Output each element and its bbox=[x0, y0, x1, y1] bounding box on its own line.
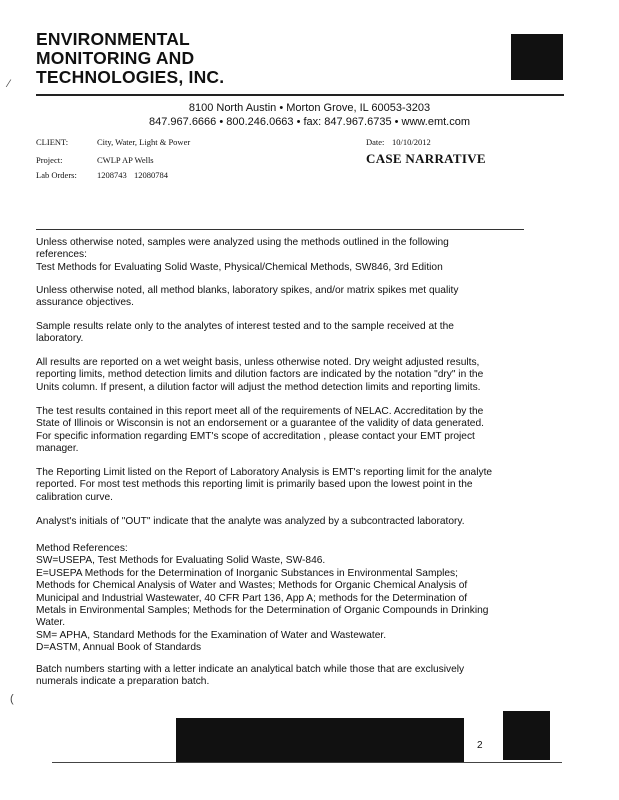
text-line: Batch numbers starting with a letter indicate an analytical batch while those that are exclusively bbox=[36, 664, 465, 675]
text-line: numerals indicate a preparation batch. bbox=[36, 676, 210, 688]
paragraph-analyst-initials bbox=[36, 516, 526, 528]
redacted-logo-block bbox=[511, 34, 563, 80]
text-line: Unless otherwise noted, samples were analyzed using the methods outlined in the following bbox=[36, 237, 449, 248]
text-line: assurance objectives. bbox=[36, 297, 134, 309]
paragraph-method-references bbox=[36, 543, 526, 655]
address-line: 8100 North Austin • Morton Grove, IL 60053-3203 bbox=[188, 102, 431, 114]
text-line: Water. bbox=[36, 617, 66, 629]
project-label: Project: bbox=[36, 155, 63, 165]
text-line: Unless otherwise noted, all method blanks, laboratory spikes, and/or matrix spikes met quality bbox=[36, 285, 459, 296]
paragraph-methods bbox=[36, 237, 526, 274]
text-line: laboratory. bbox=[36, 333, 84, 345]
paragraph-batch-numbers bbox=[36, 664, 526, 689]
redaction-block bbox=[176, 718, 464, 762]
contact-line: 847.967.6666 • 800.246.0663 • fax: 847.967.6735 • www.emt.com bbox=[149, 116, 470, 128]
text-line: Municipal and Industrial Wastewater, 40 CFR Part 136, App A; methods for the Determination of bbox=[36, 592, 468, 604]
text-line: Analyst's initials of "OUT" indicate that the analyte was analyzed by a subcontracted laboratory. bbox=[36, 516, 465, 527]
scan-mark: ( bbox=[10, 693, 14, 705]
text-line: references: bbox=[36, 249, 87, 261]
header-rule bbox=[36, 94, 564, 96]
text-line: Sample results relate only to the analytes of interest tested and to the sample received at the bbox=[36, 321, 454, 332]
section-rule bbox=[36, 229, 524, 230]
text-line: State of Illinois or Wisconsin is not an endorsement or a guarantee of the validity of data generated. bbox=[36, 418, 484, 430]
company-name-line-2: MONITORING AND bbox=[36, 48, 195, 68]
paragraph-reporting-limit bbox=[36, 467, 526, 504]
page-number: 2 bbox=[477, 740, 483, 751]
lab-orders-label: Lab Orders: bbox=[36, 170, 77, 180]
footer-rule bbox=[52, 762, 562, 763]
company-name bbox=[36, 30, 224, 87]
date-value: 10/10/2012 bbox=[392, 137, 431, 147]
client-value: City, Water, Light & Power bbox=[97, 137, 191, 147]
lab-order-1: 1208743 bbox=[97, 170, 127, 180]
text-line: The Reporting Limit listed on the Report of Laboratory Analysis is EMT's reporting limit for the analyte bbox=[36, 467, 493, 478]
client-label: CLIENT: bbox=[36, 137, 69, 147]
paragraph-wet-weight bbox=[36, 357, 526, 394]
text-line: Metals in Environmental Samples; Methods for the Determination of Organic Compounds in Drinking bbox=[36, 605, 489, 617]
paragraph-qa bbox=[36, 285, 526, 310]
paragraph-sample-results bbox=[36, 321, 526, 346]
text-line: D=ASTM, Annual Book of Standards bbox=[36, 642, 202, 654]
text-line: The test results contained in this report meet all of the requirements of NELAC. Accreditation by the bbox=[36, 406, 484, 417]
text-line: E=USEPA Methods for the Determination of Inorganic Substances in Environmental Samples; bbox=[36, 567, 458, 579]
text-line: manager. bbox=[36, 443, 79, 455]
text-line: reporting limits, method detection limits and dilution factors are indicated by the notation "dry" in the bbox=[36, 369, 484, 381]
document-title: CASE NARRATIVE bbox=[366, 151, 486, 166]
text-line: Test Methods for Evaluating Solid Waste, Physical/Chemical Methods, SW846, 3rd Edition bbox=[36, 261, 443, 273]
text-line: For specific information regarding EMT's scope of accreditation , please contact your EMT project bbox=[36, 430, 475, 442]
text-line: reported. For most test methods this reporting limit is primarily based upon the lowest point in the bbox=[36, 479, 473, 491]
paragraph-nelac bbox=[36, 406, 526, 456]
text-line: Methods for Chemical Analysis of Water and Wastes; Methods for Organic Chemical Analysis of bbox=[36, 580, 468, 592]
text-line: calibration curve. bbox=[36, 491, 114, 503]
date-label: Date: bbox=[366, 137, 385, 147]
text-line: Units column. If present, a dilution factor will adjust the method detection limits and reporting limits. bbox=[36, 381, 481, 393]
scan-mark: ⁄ bbox=[8, 78, 10, 90]
redaction-corner-block bbox=[503, 711, 550, 760]
text-line: Method References: bbox=[36, 543, 128, 554]
lab-order-2: 12080784 bbox=[134, 170, 168, 180]
project-value: CWLP AP Wells bbox=[97, 155, 154, 165]
company-name-line-3: TECHNOLOGIES, INC. bbox=[36, 67, 225, 87]
text-line: SM= APHA, Standard Methods for the Examination of Water and Wastewater. bbox=[36, 629, 387, 641]
text-line: SW=USEPA, Test Methods for Evaluating Solid Waste, SW-846. bbox=[36, 555, 326, 567]
text-line: All results are reported on a wet weight basis, unless otherwise noted. Dry weight adjusted results, bbox=[36, 357, 480, 368]
company-name-line-1: ENVIRONMENTAL bbox=[36, 29, 190, 49]
